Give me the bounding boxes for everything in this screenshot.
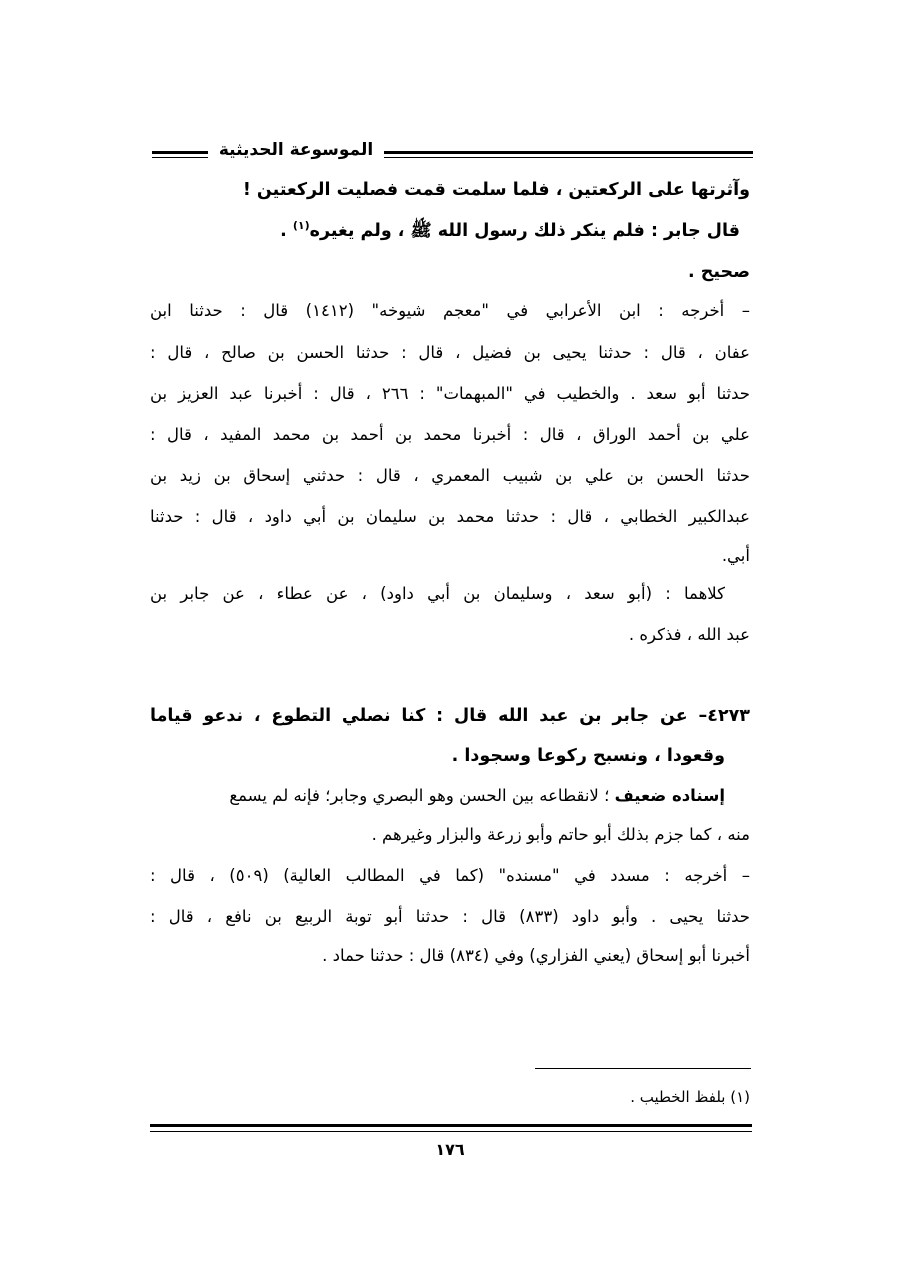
text-line-17: – أخرجه : مسدد في "مسنده" (كما في المطالب العالية) (٥٠٩) ، قال : bbox=[150, 866, 750, 885]
grading-sahih: صحيح . bbox=[687, 262, 750, 282]
text-line-19: أخبرنا أبو إسحاق (يعني الفزاري) وفي (٨٣٤) قال : حدثنا حماد . bbox=[322, 946, 750, 965]
header-rule-left-thin bbox=[152, 157, 208, 158]
text-line-12: عبد الله ، فذكره . bbox=[628, 625, 750, 644]
hadith-4273-line-2: وقعودا ، ونسبح ركوعا وسجودا . bbox=[451, 746, 725, 766]
text-line-4: – أخرجه : ابن الأعرابي في "معجم شيوخه" (١٤١٢) قال : حدثنا ابن bbox=[150, 301, 750, 320]
footnote-text: (١) بلفظ الخطيب . bbox=[630, 1088, 750, 1106]
header-rule-left bbox=[152, 151, 208, 154]
footnote-separator bbox=[535, 1068, 751, 1069]
text-line-7: علي بن أحمد الوراق ، قال : أخبرنا محمد بن أحمد بن محمد المفيد ، قال : bbox=[150, 425, 750, 444]
page-number: ١٧٦ bbox=[435, 1140, 465, 1159]
text-line-2-end: . bbox=[280, 220, 293, 241]
text-line-8: حدثنا الحسن بن علي بن شبيب المعمري ، قال : حدثني إسحاق بن زيد بن bbox=[150, 466, 750, 485]
text-line-10: أبي. bbox=[721, 546, 750, 565]
running-header-title: الموسوعة الحديثية bbox=[218, 140, 374, 160]
text-line-9: عبدالكبير الخطابي ، قال : حدثنا محمد بن سليمان بن أبي داود ، قال : حدثنا bbox=[150, 507, 750, 526]
isnad-label: إسناده ضعيف bbox=[614, 786, 725, 805]
footer-rule-thin bbox=[150, 1131, 752, 1132]
text-line-18: حدثنا يحيى . وأبو داود (٨٣٣) قال : حدثنا أبو توبة الربيع بن نافع ، قال : bbox=[150, 907, 751, 926]
footnote-reference: (١) bbox=[292, 219, 310, 232]
text-line-1: وآثرتها على الركعتين ، فلما سلمت قمت فصليت الركعتين ! bbox=[242, 180, 750, 200]
header-rule-right-thin bbox=[384, 157, 753, 158]
isnad-text: ؛ لانقطاعه بين الحسن وهو البصري وجابر؛ فإنه لم يسمع bbox=[229, 786, 610, 805]
hadith-4273-line-1: ٤٢٧٣– عن جابر بن عبد الله قال : كنا نصلي التطوع ، ندعو قياما bbox=[150, 706, 750, 726]
text-line-2 bbox=[140, 220, 740, 240]
isnad-line bbox=[150, 788, 725, 805]
text-line-5: عفان ، قال : حدثنا يحيى بن فضيل ، قال : حدثنا الحسن بن صالح ، قال : bbox=[150, 343, 750, 362]
text-line-6: حدثنا أبو سعد . والخطيب في "المبهمات" : ٢٦٦ ، قال : أخبرنا عبد العزيز بن bbox=[150, 384, 751, 403]
header-rule-right bbox=[384, 151, 753, 154]
text-line-11: كلاهما : (أبو سعد ، وسليمان بن أبي داود) ، عن عطاء ، عن جابر بن bbox=[150, 584, 725, 603]
footer-rule-thick bbox=[150, 1124, 752, 1127]
text-line-16: منه ، كما جزم بذلك أبو حاتم وأبو زرعة والبزار وغيرهم . bbox=[371, 825, 750, 844]
text-line-2-body: قال جابر : فلم ينكر ذلك رسول الله ﷺ ، ولم يغيره bbox=[309, 220, 740, 241]
